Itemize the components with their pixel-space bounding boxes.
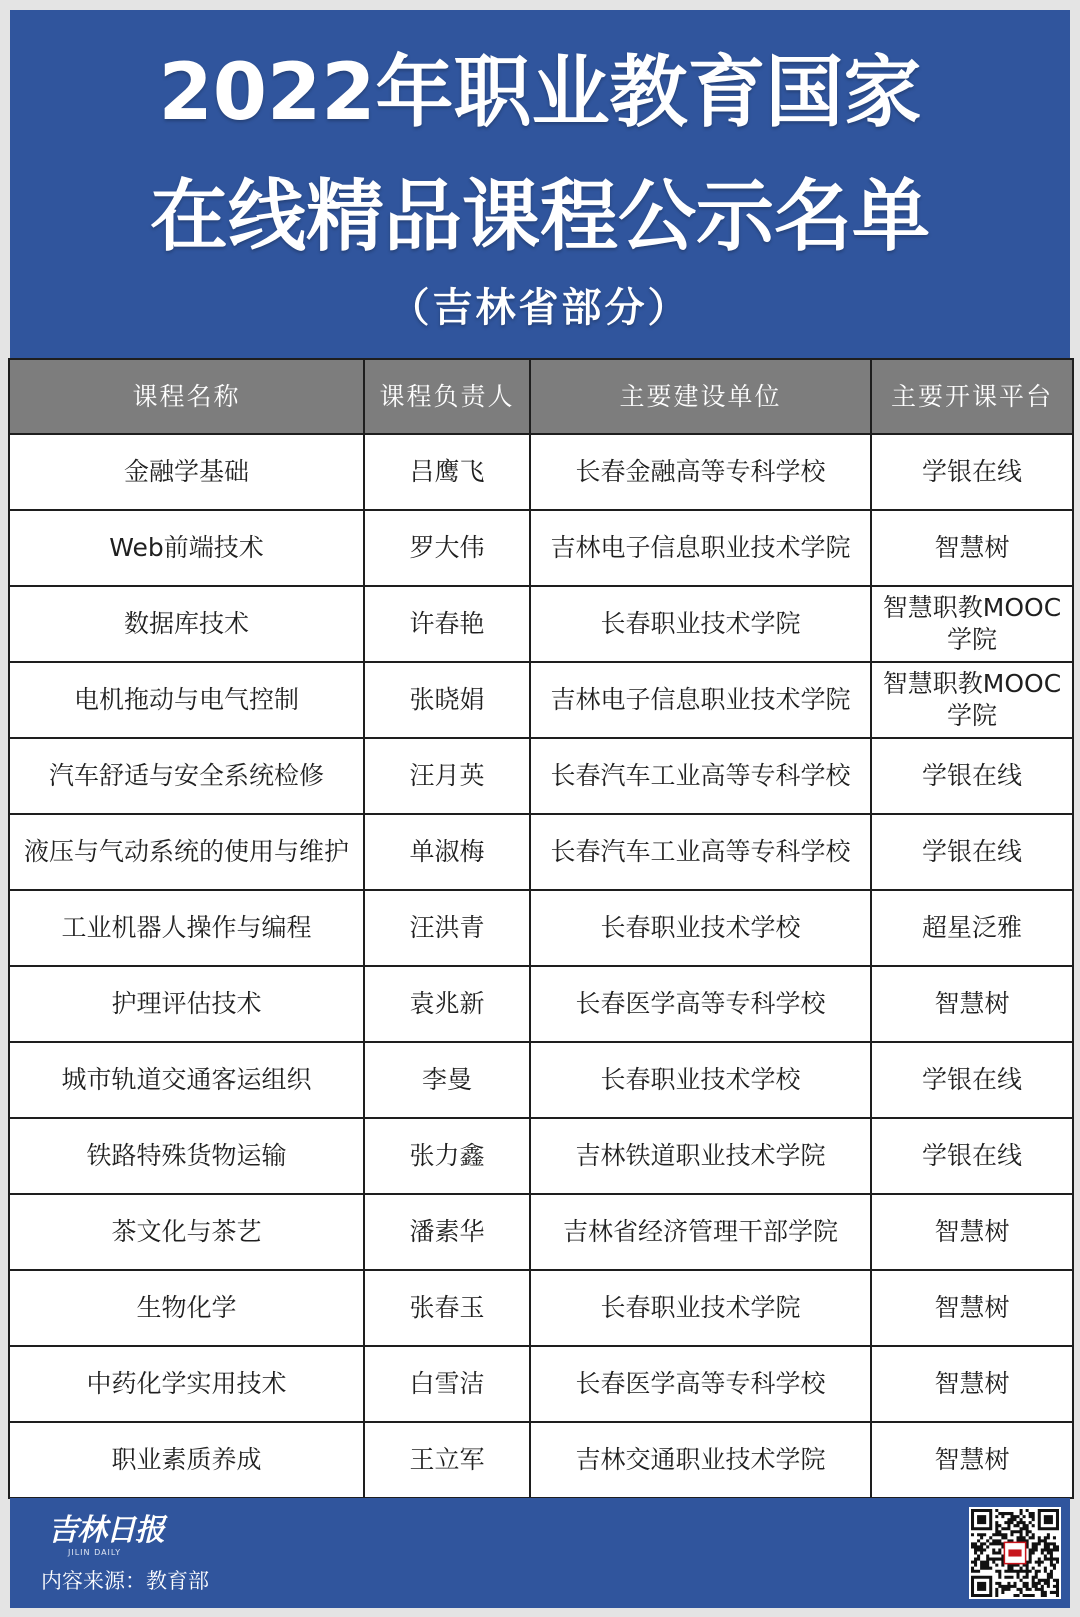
jilin-daily-logo bbox=[48, 1514, 164, 1558]
course-lead-cell: 许春艳 bbox=[364, 586, 530, 662]
unit-cell: 吉林省经济管理干部学院 bbox=[530, 1194, 871, 1270]
header-course-lead: 课程负责人 bbox=[364, 359, 530, 434]
header-platform: 主要开课平台 bbox=[871, 359, 1073, 434]
platform-cell: 智慧职教MOOC学院 bbox=[871, 662, 1073, 738]
table-row bbox=[9, 434, 1073, 510]
unit-cell: 长春职业技术学院 bbox=[530, 1270, 871, 1346]
table-header-row bbox=[9, 359, 1073, 434]
course-name-cell: 中药化学实用技术 bbox=[9, 1346, 364, 1422]
platform-cell: 超星泛雅 bbox=[871, 890, 1073, 966]
table-row bbox=[9, 814, 1073, 890]
unit-cell: 长春职业技术学校 bbox=[530, 890, 871, 966]
table-row bbox=[9, 738, 1073, 814]
unit-cell: 吉林电子信息职业技术学院 bbox=[530, 662, 871, 738]
course-name-cell: 电机拖动与电气控制 bbox=[9, 662, 364, 738]
unit-cell: 长春职业技术学院 bbox=[530, 586, 871, 662]
course-name-cell: 工业机器人操作与编程 bbox=[9, 890, 364, 966]
table-row bbox=[9, 1270, 1073, 1346]
table-row bbox=[9, 662, 1073, 738]
course-lead-cell: 李曼 bbox=[364, 1042, 530, 1118]
footer-banner bbox=[10, 1498, 1070, 1608]
course-lead-cell: 白雪洁 bbox=[364, 1346, 530, 1422]
qr-code[interactable] bbox=[969, 1507, 1061, 1599]
table-row bbox=[9, 966, 1073, 1042]
content-source: 内容来源：教育部 bbox=[41, 1569, 209, 1593]
course-name-cell: Web前端技术 bbox=[9, 510, 364, 586]
table-row bbox=[9, 1422, 1073, 1498]
course-name-cell: 茶文化与茶艺 bbox=[9, 1194, 364, 1270]
table-row bbox=[9, 586, 1073, 662]
unit-cell: 长春医学高等专科学校 bbox=[530, 966, 871, 1042]
unit-cell: 长春汽车工业高等专科学校 bbox=[530, 738, 871, 814]
table-row bbox=[9, 890, 1073, 966]
course-lead-cell: 袁兆新 bbox=[364, 966, 530, 1042]
course-lead-cell: 吕鹰飞 bbox=[364, 434, 530, 510]
course-name-cell: 职业素质养成 bbox=[9, 1422, 364, 1498]
platform-cell: 智慧树 bbox=[871, 510, 1073, 586]
unit-cell: 长春金融高等专科学校 bbox=[530, 434, 871, 510]
course-lead-cell: 张晓娟 bbox=[364, 662, 530, 738]
platform-cell: 智慧树 bbox=[871, 1346, 1073, 1422]
platform-cell: 智慧树 bbox=[871, 1194, 1073, 1270]
platform-cell: 智慧树 bbox=[871, 1422, 1073, 1498]
platform-cell: 智慧职教MOOC学院 bbox=[871, 586, 1073, 662]
page-title-line-1: 2022年职业教育国家 bbox=[158, 48, 922, 138]
course-name-cell: 护理评估技术 bbox=[9, 966, 364, 1042]
title-banner bbox=[10, 10, 1070, 360]
course-lead-cell: 罗大伟 bbox=[364, 510, 530, 586]
course-lead-cell: 汪月英 bbox=[364, 738, 530, 814]
platform-cell: 智慧树 bbox=[871, 966, 1073, 1042]
header-course-name: 课程名称 bbox=[9, 359, 364, 434]
unit-cell: 吉林电子信息职业技术学院 bbox=[530, 510, 871, 586]
table-row bbox=[9, 1042, 1073, 1118]
platform-cell: 学银在线 bbox=[871, 434, 1073, 510]
course-lead-cell: 张春玉 bbox=[364, 1270, 530, 1346]
course-name-cell: 铁路特殊货物运输 bbox=[9, 1118, 364, 1194]
course-lead-cell: 汪洪青 bbox=[364, 890, 530, 966]
table-row bbox=[9, 510, 1073, 586]
unit-cell: 长春医学高等专科学校 bbox=[530, 1346, 871, 1422]
table-row bbox=[9, 1346, 1073, 1422]
platform-cell: 学银在线 bbox=[871, 1118, 1073, 1194]
logo-text: 吉林日报 bbox=[48, 1513, 164, 1548]
page-title-line-2: 在线精品课程公示名单 bbox=[149, 172, 930, 262]
logo-subtext: JILIN DAILY bbox=[68, 1548, 122, 1557]
course-lead-cell: 王立军 bbox=[364, 1422, 530, 1498]
platform-cell: 学银在线 bbox=[871, 738, 1073, 814]
platform-cell: 学银在线 bbox=[871, 1042, 1073, 1118]
unit-cell: 长春汽车工业高等专科学校 bbox=[530, 814, 871, 890]
course-name-cell: 汽车舒适与安全系统检修 bbox=[9, 738, 364, 814]
course-lead-cell: 潘素华 bbox=[364, 1194, 530, 1270]
platform-cell: 智慧树 bbox=[871, 1270, 1073, 1346]
platform-cell: 学银在线 bbox=[871, 814, 1073, 890]
course-list-table bbox=[8, 358, 1074, 1499]
qr-center-logo-mark bbox=[1008, 1549, 1021, 1556]
course-name-cell: 城市轨道交通客运组织 bbox=[9, 1042, 364, 1118]
course-name-cell: 金融学基础 bbox=[9, 434, 364, 510]
unit-cell: 吉林交通职业技术学院 bbox=[530, 1422, 871, 1498]
table-row bbox=[9, 1118, 1073, 1194]
unit-cell: 长春职业技术学校 bbox=[530, 1042, 871, 1118]
header-unit: 主要建设单位 bbox=[530, 359, 871, 434]
page-subtitle: （吉林省部分） bbox=[389, 285, 691, 331]
table-row bbox=[9, 1194, 1073, 1270]
qr-code-graphic bbox=[971, 1509, 1059, 1597]
course-name-cell: 生物化学 bbox=[9, 1270, 364, 1346]
unit-cell: 吉林铁道职业技术学院 bbox=[530, 1118, 871, 1194]
course-name-cell: 数据库技术 bbox=[9, 586, 364, 662]
course-lead-cell: 张力鑫 bbox=[364, 1118, 530, 1194]
course-name-cell: 液压与气动系统的使用与维护 bbox=[9, 814, 364, 890]
course-lead-cell: 单淑梅 bbox=[364, 814, 530, 890]
